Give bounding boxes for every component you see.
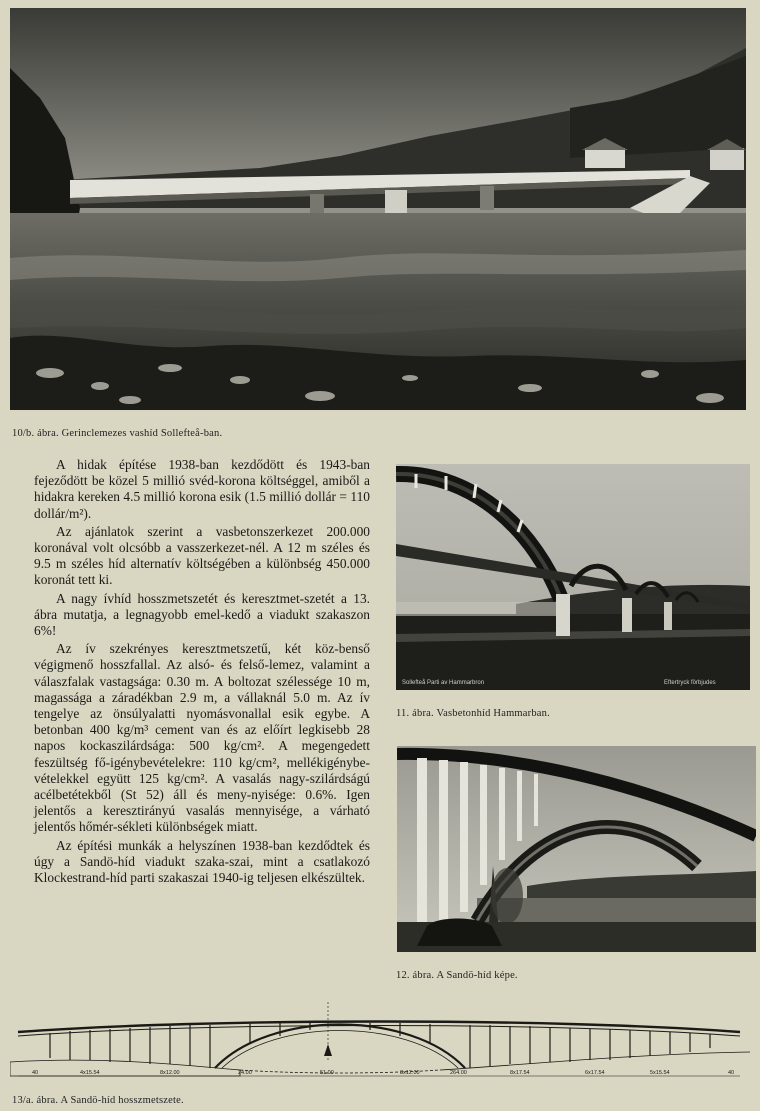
dim-label-6: 8x12.00 — [400, 1070, 420, 1076]
paragraph-5: Az építési munkák a helyszínen 1938-ban kezdődtek és úgy a Sandö-híd viadukt szaka-szai, mint a csatlakozó Klockestrand-híd parti szakaszai 1940-ig teljesen elkészültek. — [34, 837, 370, 886]
figure-11-label-left: Sollefteå Parti av Hammarbron — [402, 680, 485, 686]
paragraph-2: Az ajánlatok szerint a vasbetonszerkezet 200.000 koronával volt olcsóbb a vasszerkezet-nél. A 12 m széles és 9.5 m széles híd alternatív költségében a különbség 450.000 koronát tett ki. — [34, 523, 370, 588]
figure-12-caption: 12. ábra. A Sandö-híd képe. — [396, 970, 518, 981]
figure-11-label-right: Eftertryck förbjudes — [664, 680, 716, 686]
dim-label-3: 8x12.00 — [160, 1070, 180, 1076]
dim-label-9: 6x17.54 — [585, 1070, 605, 1076]
dim-label-8: 8x17.54 — [510, 1070, 530, 1076]
dim-label-2: 4x15.54 — [80, 1070, 100, 1076]
paragraph-3: A nagy ívhíd hosszmetszetét és keresztmet-szetét a 13. ábra mutatja, a legnagyobb emel-kedő a viadukt szakaszon 6%! — [34, 590, 370, 639]
paragraph-1: A hidak építése 1938-ban kezdődött és 1943-ban fejeződött be közel 5 millió svéd-korona költséggel, amiből a hidakra kereken 4.5 millió korona esik (1.5 millió dollár = 110 dollár/m²). — [34, 457, 370, 521]
figure-11-caption: 11. ábra. Vasbetonhíd Hammarban. — [396, 708, 550, 719]
dim-label-10: 5x15.54 — [650, 1070, 670, 1076]
figure-11-photo — [396, 464, 750, 690]
dim-label-4: 24.00 — [238, 1070, 252, 1076]
paragraph-4: Az ív szekrényes keresztmetszetű, két köz-benső végigmenő hosszfallal. Az alsó- és felső-lemez, valamint a válaszfalak vastagsága: 0.30 m. A boltozat szélessége 10 m, magassága a záradékban 2.9 m, a vállaknál 5.0 m. Az ív tengelye az önsúlyalatti nyomásvonallal esik egybe. A betonban 400 kg/m³ cement van és az előírt legkisebb 28 napos kockaszilárdsága: 500 kg/cm². A megengedett feszültség fő-igénybevételekre: 110 kg/cm², mellékigénybe-vételekkel együtt 125 kg/cm². A vasalás nagy-szilárdságú acélbetétekből (St 52) áll és meny-nyisége: 0.6%. Igen jelentős a keresztirányú vasalás mennyisége, a várható jelentős hőmér-sékleti különbségek miatt. — [34, 641, 370, 835]
article-body — [34, 457, 370, 886]
figure-13a-drawing — [10, 996, 750, 1090]
figure-10b-caption: 10/b. ábra. Gerinclemezes vashíd Sollefteå-ban. — [12, 428, 223, 439]
dim-label-1: 40 — [32, 1070, 39, 1076]
figure-12-photo — [397, 746, 756, 952]
figure-10b-photo — [10, 8, 746, 410]
dim-label-7: 264.00 — [450, 1070, 467, 1076]
dim-label-11: 40 — [728, 1070, 735, 1076]
figure-13a-caption: 13/a. ábra. A Sandö-híd hosszmetszete. — [12, 1095, 184, 1106]
dim-label-5: 51.00 — [320, 1070, 334, 1076]
